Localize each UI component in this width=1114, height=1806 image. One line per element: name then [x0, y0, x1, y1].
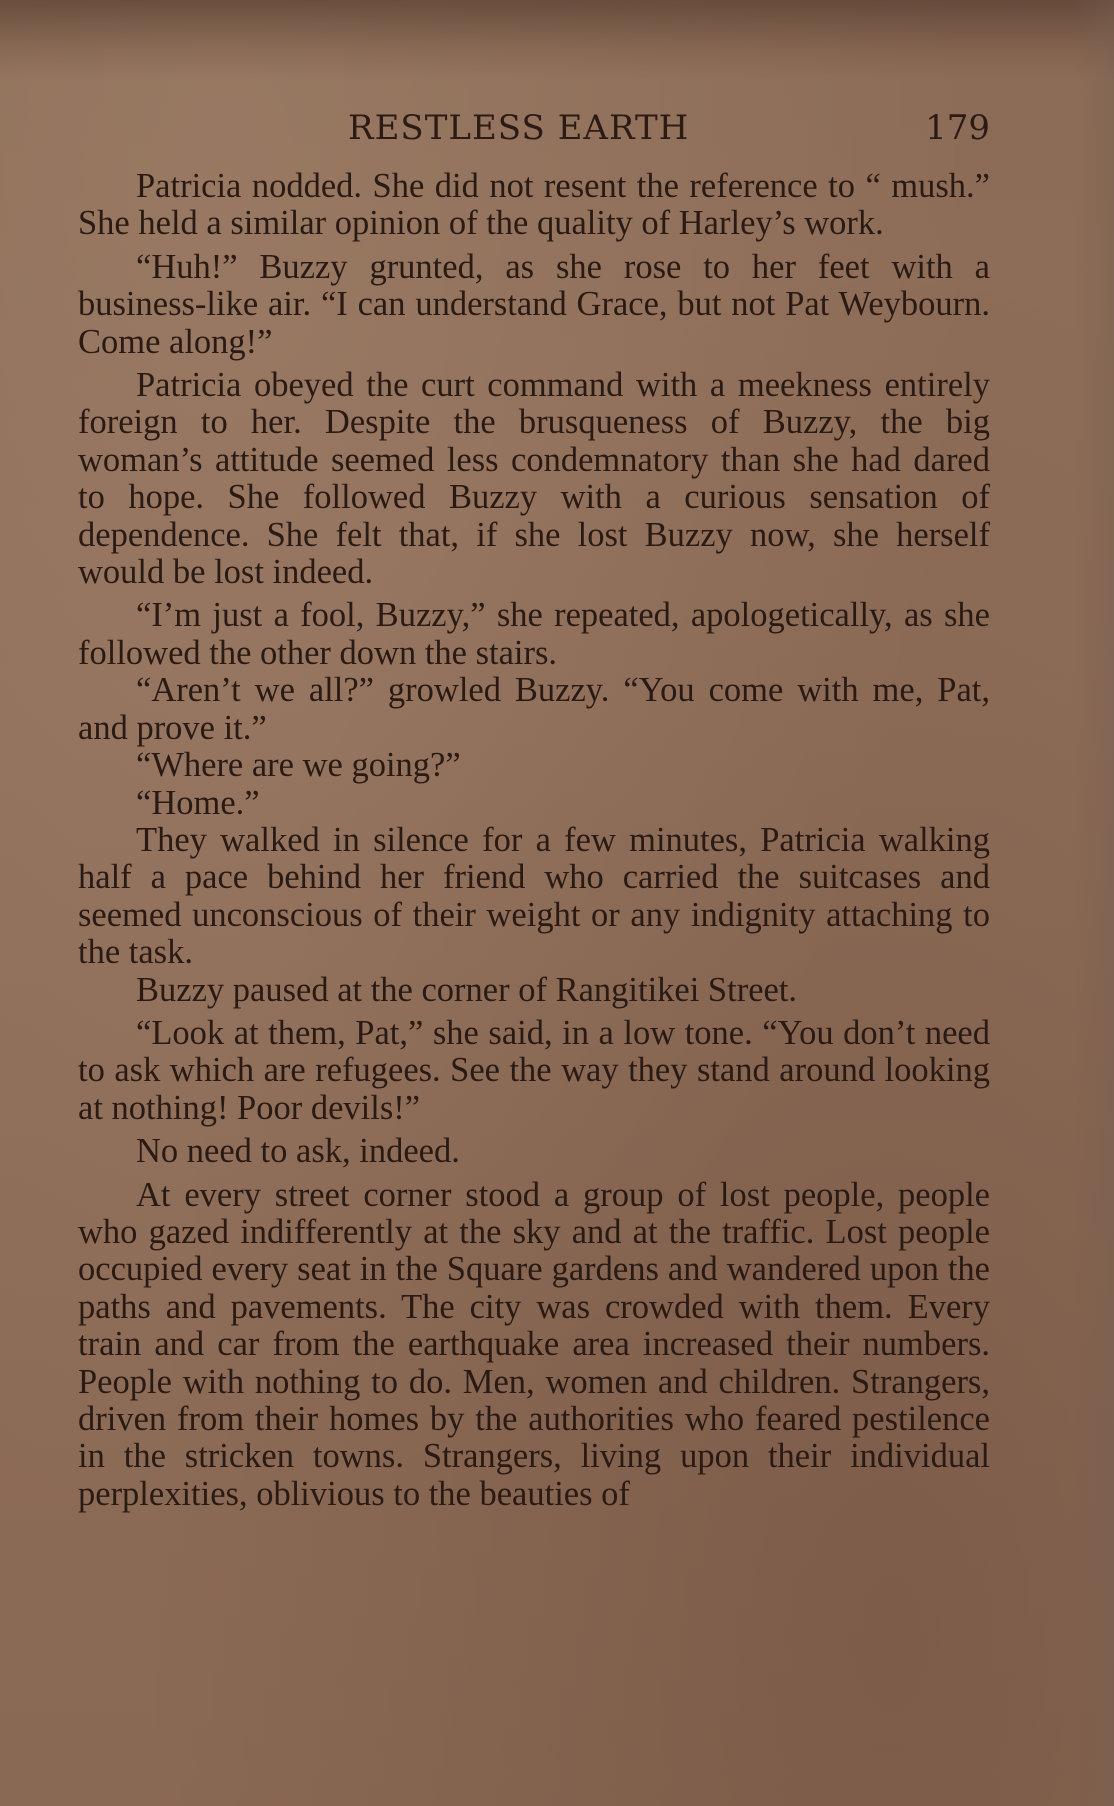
paragraph: “I’m just a fool, Buzzy,” she repeated, apologetically, as she followed the other down the stairs.: [78, 596, 990, 672]
paragraph: “Look at them, Pat,” she said, in a low tone. “You don’t need to ask which are refugees. See the way they stand around looking at nothing! Poor devils!”: [78, 1013, 990, 1127]
page-top-edge: [0, 0, 1114, 80]
paragraph: “Aren’t we all?” growled Buzzy. “You come with me, Pat, and prove it.”: [78, 671, 990, 747]
page-number: 179: [925, 108, 990, 148]
paragraph: Buzzy paused at the corner of Rangitikei Street.: [136, 970, 798, 1009]
paragraph: At every street corner stood a group of lost people, people who gazed indifferently at the sky and at the traffic. Lost people occupied every seat in the Square gardens and wandered upon the paths and pavements. The city was crowded with them. Every train and car from the earthquake area increased their numbers. People with nothing to do. Men, women and children. Strangers, driven from their homes by the authorities who feared pestilence in the stricken towns. Strangers, living upon their individual perplexities, oblivious to the beauties of: [78, 1175, 990, 1513]
paragraph: Patricia obeyed the curt command with a meekness entirely foreign to her. Despite the brusqueness of Buzzy, the big woman’s attitude seemed less condemnatory than she had dared to hope. She followed Buzzy with a curious sensation of dependence. She felt that, if she lost Buzzy now, she herself would be lost indeed.: [78, 366, 990, 592]
paragraph: “Huh!” Buzzy grunted, as she rose to her feet with a business-like air. “I can understand Grace, but not Pat Weybourn. Come along!”: [78, 247, 990, 361]
paragraph: “Where are we going?”: [136, 746, 461, 785]
page-right-edge: [1074, 0, 1114, 1806]
page-header: [78, 108, 990, 152]
paragraph: They walked in silence for a few minutes, Patricia walking half a pace behind her friend who carried the suitcases and seemed unconscious of their weight or any indignity attaching to the task.: [78, 820, 990, 972]
paragraph: No need to ask, indeed.: [136, 1132, 460, 1171]
body-text: [78, 168, 990, 1513]
paragraph: Patricia nodded. She did not resent the reference to “ mush.” She held a similar opinion of the quality of Harley’s work.: [78, 167, 990, 243]
running-head: RESTLESS EARTH: [348, 108, 690, 148]
paragraph: “Home.”: [136, 783, 260, 822]
